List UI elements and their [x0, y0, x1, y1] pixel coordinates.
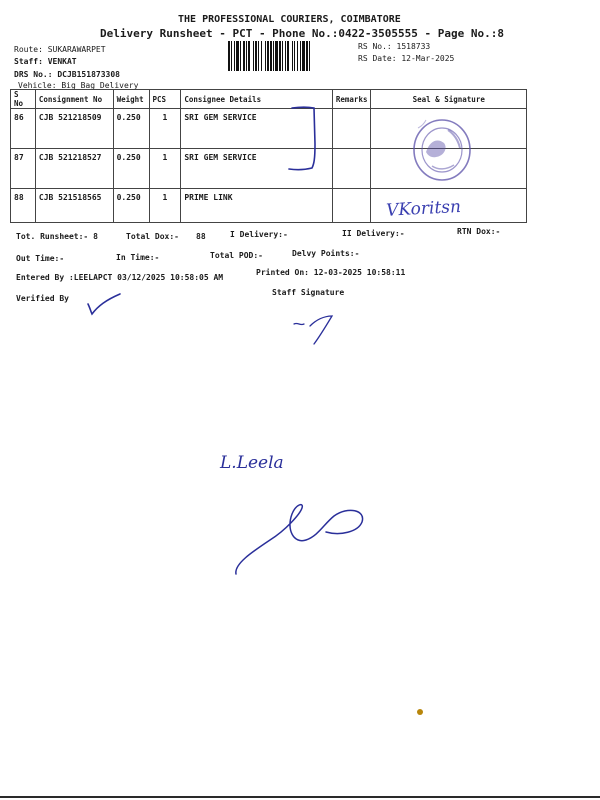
col-header-seal: Seal & Signature [371, 90, 527, 109]
entered-by: Entered By :LEELAPCT 03/12/2025 10:58:05 AM [16, 273, 224, 282]
col-header-sno: S No [11, 90, 36, 109]
col-header-pcs: PCS [149, 90, 181, 109]
cell-consignment: CJB 521518565 [35, 189, 113, 223]
cell-sno: 88 [11, 189, 36, 223]
cell-consignee: SRI GEM SERVICE [181, 109, 333, 149]
route-label: Route: SUKARAWARPET [14, 45, 106, 54]
out-time: Out Time:- [16, 254, 65, 263]
drs-number: DRS No.: DCJB151873308 [14, 70, 120, 79]
ii-delivery: II Delivery:- [342, 229, 405, 238]
delvy-points: Delvy Points:- [292, 249, 360, 258]
cell-sno: 87 [11, 149, 36, 189]
leela-note [216, 444, 296, 476]
rs-date: RS Date: 12-Mar-2025 [358, 54, 455, 63]
col-header-consignee: Consignee Details [181, 90, 333, 109]
paper-speck [417, 709, 423, 715]
large-signature [230, 500, 380, 580]
cell-consignee: SRI GEM SERVICE [181, 149, 333, 189]
cell-remarks [332, 109, 371, 149]
verified-checkmark [84, 292, 124, 318]
col-header-weight: Weight [113, 90, 149, 109]
tot-runsheet: Tot. Runsheet:- 8 [16, 232, 98, 241]
cell-sno: 86 [11, 109, 36, 149]
cell-consignment: CJB 521218509 [35, 109, 113, 149]
staff-signature-mark [290, 312, 340, 348]
runsheet-subtitle: Delivery Runsheet - PCT - Phone No.:0422-3505555 - Page No.:8 [100, 27, 504, 40]
barcode [228, 41, 352, 71]
row-signature [380, 186, 520, 226]
col-header-consignment: Consignment No [35, 90, 113, 109]
cell-weight: 0.250 [113, 149, 149, 189]
cell-weight: 0.250 [113, 189, 149, 223]
svg-text:L.Leela: L.Leela [220, 453, 284, 473]
in-time: In Time:- [116, 253, 160, 262]
cell-remarks [332, 189, 371, 223]
total-dox-value: 88 [196, 232, 206, 241]
cell-consignment: CJB 521218527 [35, 149, 113, 189]
cell-consignee: PRIME LINK [181, 189, 333, 223]
cell-remarks [332, 149, 371, 189]
total-pod: Total POD:- [210, 251, 263, 260]
col-header-remarks: Remarks [332, 90, 371, 109]
bracket-mark [286, 104, 326, 174]
cell-weight: 0.250 [113, 109, 149, 149]
svg-text:VKoritsn: VKoritsn [385, 196, 462, 221]
verified-by-label: Verified By [16, 294, 69, 303]
rtn-dox: RTN Dox:- [457, 227, 501, 236]
i-delivery: I Delivery:- [230, 230, 288, 239]
printed-on: Printed On: 12-03-2025 10:58:11 [256, 268, 406, 277]
cell-pcs: 1 [149, 189, 181, 223]
company-title: THE PROFESSIONAL COURIERS, COIMBATORE [178, 14, 401, 25]
staff-signature-label: Staff Signature [272, 288, 345, 297]
total-dox-label: Total Dox:- [126, 232, 179, 241]
vehicle-label: Vehicle: Big Bag Delivery [18, 81, 139, 90]
cell-pcs: 1 [149, 149, 181, 189]
staff-label: Staff: VENKAT [14, 57, 77, 66]
seal-stamp [408, 110, 478, 186]
rs-number: RS No.: 1518733 [358, 42, 431, 51]
bottom-rule [0, 796, 600, 798]
table-header-row [11, 90, 527, 109]
cell-pcs: 1 [149, 109, 181, 149]
